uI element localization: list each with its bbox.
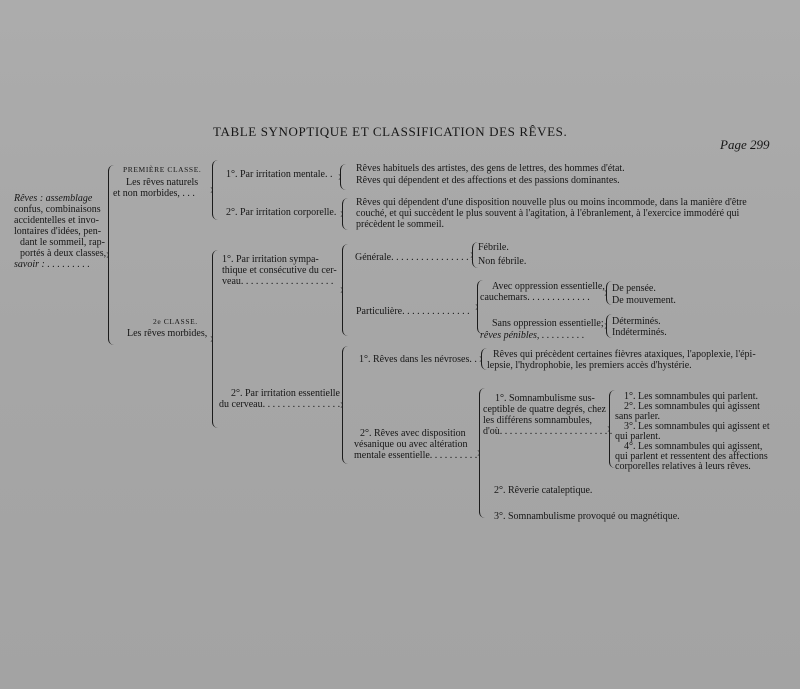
somn-item-1: 1°. Les somnambules qui parlent. <box>624 391 758 402</box>
class1-b-line-3: précèdent le sommeil. <box>356 219 445 230</box>
avec-item-2: De mouvement. <box>612 295 676 306</box>
generale-item-1: Fébrile. <box>478 242 509 253</box>
somn-line-2: ceptible de quatre degrés, chez <box>483 404 606 415</box>
sans-item-2: Indéterminés. <box>612 327 667 338</box>
vesanique-line-2: vésanique ou avec altération <box>354 439 468 450</box>
avec-item-1: De pensée. <box>612 283 656 294</box>
somn-item-4: 3°. Les somnambules qui agissent et <box>624 421 770 432</box>
somn-line-1: 1°. Somnambulisme sus- <box>495 393 595 404</box>
somn-line-3: les différens somnambules, <box>483 415 592 426</box>
root-line-2: confus, combinaisons <box>14 204 101 215</box>
provoque-item: 3°. Somnambulisme provoqué ou magnétique. <box>494 511 680 522</box>
root-line-7: savoir : . . . . . . . . . <box>14 259 90 270</box>
reverie-item: 2°. Rêverie cataleptique. <box>494 485 593 496</box>
c2a-line-3: veau. . . . . . . . . . . . . . . . . . . <box>222 276 334 287</box>
root-line-6: portés à deux classes, <box>20 248 107 259</box>
vesanique-line-1: 2°. Rêves avec disposition <box>360 428 466 439</box>
class1-line1: Les rêves naturels <box>126 177 199 188</box>
page-number: Page 299 <box>720 137 770 152</box>
class1-a-label: 1°. Par irritation mentale. . <box>226 169 333 180</box>
c2b-brace <box>342 346 349 464</box>
nevroses-line-1: Rêves qui précèdent certaines fièvres ataxiques, l'apoplexie, l'épi- <box>493 349 756 360</box>
avec-line-2: cauchemars. . . . . . . . . . . . . <box>480 292 590 303</box>
generale-label: Générale. . . . . . . . . . . . . . . . . <box>355 252 474 263</box>
root-line-3: accidentelles et invo- <box>14 215 99 226</box>
class1-a-item-1: Rêves habituels des artistes, des gens de lettres, des hommes d'état. <box>356 163 625 174</box>
class1-brace <box>212 160 219 220</box>
somn-item-6: 4°. Les somnambules qui agissent, <box>624 441 763 452</box>
vesanique-line-3: mentale essentielle. . . . . . . . . . <box>354 450 478 461</box>
particuliere-label: Particulière. . . . . . . . . . . . . . <box>356 306 470 317</box>
class2-heading: 2e CLASSE. <box>153 317 198 326</box>
root-line-1: Rêves : assemblage <box>14 193 93 204</box>
c2b-line-1: 2°. Par irritation essentielle <box>231 388 340 399</box>
class1-b-line-2: couché, et qui succèdent le plus souvent à l'agitation, à l'ébranlement, à l'exercice immodéré qui <box>356 208 740 219</box>
class2-line1: Les rêves morbides, <box>127 328 208 339</box>
class1-b-brace <box>342 198 349 230</box>
root-line-4: lontaires d'idées, pen- <box>14 226 102 237</box>
class1-b-label: 2°. Par irritation corporelle. <box>226 207 337 218</box>
somn-item-3: sans parler. <box>615 411 660 422</box>
c2a-line-2: thique et consécutive du cer- <box>222 265 337 276</box>
c2a-brace <box>342 244 349 336</box>
generale-item-2: Non fébrile. <box>478 256 527 267</box>
class1-heading: PREMIÈRE CLASSE. <box>123 165 202 174</box>
somn-item-5: qui parlent. <box>615 431 661 442</box>
sans-item-1: Déterminés. <box>612 316 661 327</box>
c2a-line-1: 1°. Par irritation sympa- <box>222 254 319 265</box>
nevroses-line-2: lepsie, l'hydrophobie, les premiers accès d'hystérie. <box>487 360 692 371</box>
root-line-5: dant le sommeil, rap- <box>20 237 105 248</box>
page-title: TABLE SYNOPTIQUE ET CLASSIFICATION DES RÊVES. <box>213 124 568 139</box>
sans-line-2: rêves pénibles, . . . . . . . . . <box>480 330 585 341</box>
class1-line2: et non morbides, . . . <box>113 188 195 199</box>
somn-item-7: qui parlent et ressentent des affections <box>615 451 768 462</box>
sans-line-1: Sans oppression essentielle; <box>492 318 604 329</box>
class1-b-line-1: Rêves qui dépendent d'une disposition nouvelle plus ou moins incommode, dans la manière d'être <box>356 197 747 208</box>
somn-line-4: d'où. . . . . . . . . . . . . . . . . . . . . . . <box>483 426 613 437</box>
somn-item-2: 2°. Les somnambules qui agissent <box>624 401 760 412</box>
c2b-line-2: du cerveau. . . . . . . . . . . . . . . . <box>219 399 341 410</box>
somn-item-8: corporelles relatives à leurs rêves. <box>615 461 751 472</box>
particuliere-brace <box>477 280 484 334</box>
class2-brace <box>212 250 219 428</box>
class1-a-item-2: Rêves qui dépendent et des affections et des passions dominantes. <box>356 175 620 186</box>
class1-a-brace <box>340 164 347 190</box>
nevroses-label: 1°. Rêves dans les névroses. . <box>359 354 477 365</box>
avec-line-1: Avec oppression essentielle, <box>492 281 605 292</box>
